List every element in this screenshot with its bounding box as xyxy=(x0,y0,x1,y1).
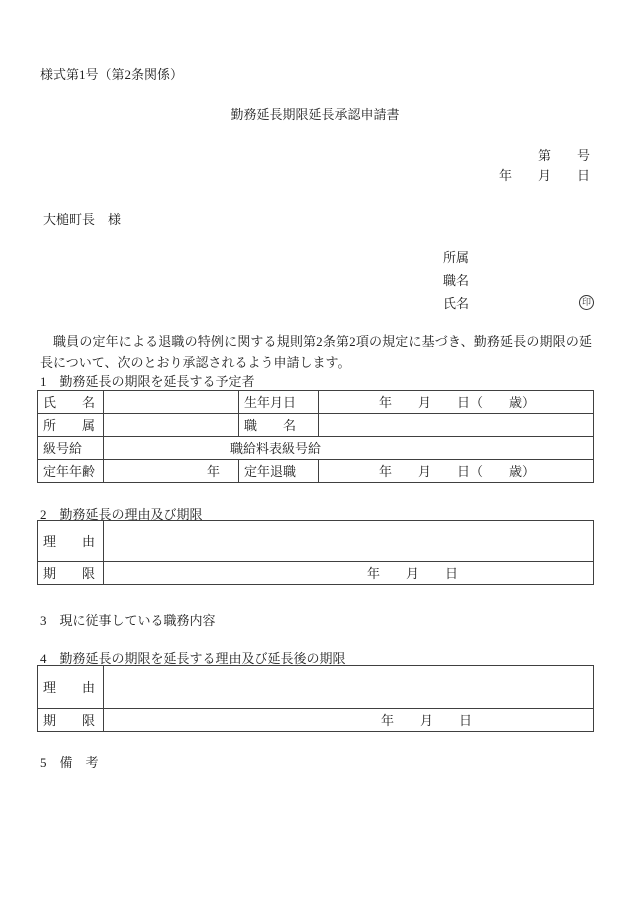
retirement-date-label: 定年退職 xyxy=(239,460,319,483)
affiliation-label: 所 属 xyxy=(38,414,104,437)
limit-label: 期 限 xyxy=(38,562,104,585)
form-number: 様式第1号（第2条関係） xyxy=(40,67,184,82)
seal-mark-icon: 印 xyxy=(579,295,594,310)
applicant-table xyxy=(37,390,594,483)
jobtitle-value-cell xyxy=(319,414,594,437)
name-value-cell xyxy=(104,391,239,414)
submitter-name-label: 氏名 xyxy=(443,296,470,311)
retirement-date-value-cell: 年 月 日（ 歳） xyxy=(319,460,594,483)
period-extension-reason-table xyxy=(37,665,594,732)
addressee: 大槌町長 様 xyxy=(43,212,122,227)
affiliation-value-cell xyxy=(104,414,239,437)
birthdate-label: 生年月日 xyxy=(239,391,319,414)
salary-schedule-cell: 職給料表級号給 xyxy=(104,437,594,460)
limit-date-cell: 年 月 日 xyxy=(104,562,594,585)
submitter-affiliation-label: 所属 xyxy=(443,250,470,265)
grade-step-label: 級号給 xyxy=(38,437,104,460)
extension-reason-table xyxy=(37,520,594,585)
retirement-age-label: 定年年齢 xyxy=(38,460,104,483)
reason-value-cell xyxy=(104,666,594,709)
birthdate-value-cell: 年 月 日（ 歳） xyxy=(319,391,594,414)
doc-number-line: 第 号 xyxy=(537,148,590,163)
section5-heading: 5 備 考 xyxy=(40,755,99,770)
section3-heading: 3 現に従事している職務内容 xyxy=(40,613,216,628)
section1-heading: 1 勤務延長の期限を延長する予定者 xyxy=(40,374,255,389)
reason-label: 理 由 xyxy=(38,666,104,709)
date-line: 年 月 日 xyxy=(498,168,590,183)
application-statement: 職員の定年による退職の特例に関する規則第2条第2項の規定に基づき、勤務延長の期限の延長について、次のとおり承認されるよう申請します。 xyxy=(40,334,592,370)
name-label: 氏 名 xyxy=(38,391,104,414)
reason-label: 理 由 xyxy=(38,521,104,562)
reason-value-cell xyxy=(104,521,594,562)
limit-date-cell: 年 月 日 xyxy=(104,709,594,732)
submitter-position-label: 職名 xyxy=(443,273,470,288)
page-title: 勤務延長期限延長承認申請書 xyxy=(230,107,400,122)
retirement-age-value-cell: 年 xyxy=(104,460,239,483)
section4-heading: 4 勤務延長の期限を延長する理由及び延長後の期限 xyxy=(40,651,346,666)
limit-label: 期 限 xyxy=(38,709,104,732)
jobtitle-label: 職 名 xyxy=(239,414,319,437)
section2-heading: 2 勤務延長の理由及び期限 xyxy=(40,507,203,522)
